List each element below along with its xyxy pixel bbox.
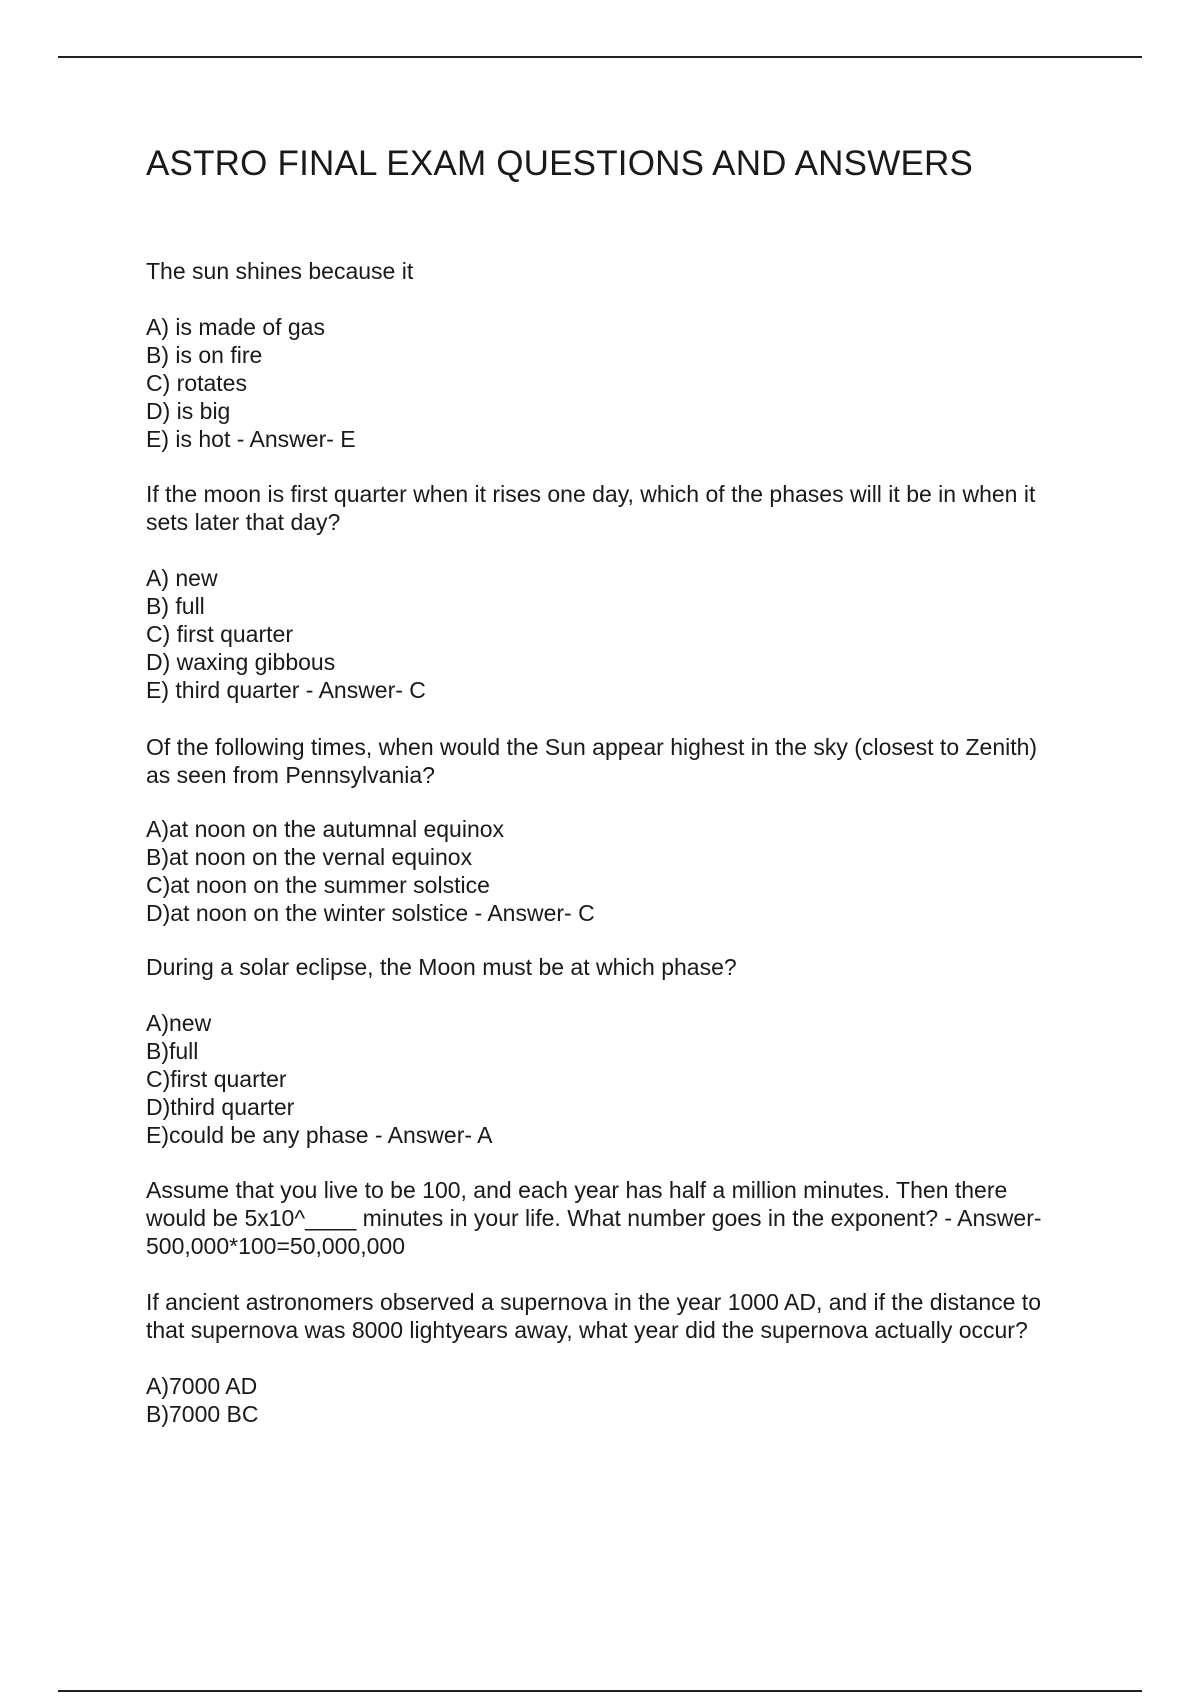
option-line-with-answer: E) third quarter - Answer- C bbox=[146, 677, 426, 703]
question-prompt bbox=[146, 953, 1096, 981]
option-line: C) first quarter bbox=[146, 621, 293, 647]
option-line: C)at noon on the summer solstice bbox=[146, 872, 490, 898]
option-line: D) waxing gibbous bbox=[146, 649, 336, 675]
header-rule bbox=[58, 56, 1142, 58]
question-prompt bbox=[146, 733, 1096, 789]
option-line: A)new bbox=[146, 1010, 212, 1036]
option-line: B)7000 BC bbox=[146, 1401, 259, 1427]
option-line: A) new bbox=[146, 565, 218, 591]
option-line: A)7000 AD bbox=[146, 1373, 258, 1399]
footer-rule bbox=[58, 1690, 1142, 1692]
question-prompt bbox=[146, 1288, 1096, 1344]
option-line: C) rotates bbox=[146, 370, 247, 396]
option-line: B) full bbox=[146, 593, 205, 619]
option-line-with-answer: E)could be any phase - Answer- A bbox=[146, 1122, 493, 1148]
question-text-line: as seen from Pennsylvania? bbox=[146, 762, 435, 788]
question-text-line: Of the following times, when would the Sun appear highest in the sky (closest to Zenith) bbox=[146, 734, 1038, 760]
option-line: B) is on fire bbox=[146, 342, 263, 368]
answer-options bbox=[146, 564, 1096, 704]
question-prompt bbox=[146, 257, 1096, 285]
answer-options bbox=[146, 1372, 1096, 1428]
answer-options bbox=[146, 815, 1096, 927]
option-line: C)first quarter bbox=[146, 1066, 287, 1092]
answer-options bbox=[146, 1009, 1096, 1149]
answer-options bbox=[146, 313, 1096, 453]
option-line: D) is big bbox=[146, 398, 231, 424]
question-text-line: sets later that day? bbox=[146, 509, 341, 535]
option-line: B)full bbox=[146, 1038, 199, 1064]
question-text-line: would be 5x10^____ minutes in your life. What number goes in the exponent? - Answer- bbox=[146, 1205, 1042, 1231]
option-line: B)at noon on the vernal equinox bbox=[146, 844, 473, 870]
question-text-line: During a solar eclipse, the Moon must be at which phase? bbox=[146, 954, 737, 980]
question-prompt bbox=[146, 1176, 1096, 1260]
option-line: A)at noon on the autumnal equinox bbox=[146, 816, 505, 842]
question-text-line: If ancient astronomers observed a supernova in the year 1000 AD, and if the distance to bbox=[146, 1289, 1041, 1315]
option-line-with-answer: E) is hot - Answer- E bbox=[146, 426, 356, 452]
option-line: D)third quarter bbox=[146, 1094, 295, 1120]
question-text-line: If the moon is first quarter when it rises one day, which of the phases will it be in when it bbox=[146, 481, 1036, 507]
answer-text-line: 500,000*100=50,000,000 bbox=[146, 1233, 406, 1259]
question-text-line: The sun shines because it bbox=[146, 258, 414, 284]
option-line: A) is made of gas bbox=[146, 314, 325, 340]
question-text-line: Assume that you live to be 100, and each year has half a million minutes. Then there bbox=[146, 1177, 1008, 1203]
document-title: ASTRO FINAL EXAM QUESTIONS AND ANSWERS bbox=[146, 144, 974, 183]
question-prompt bbox=[146, 480, 1096, 536]
option-line-with-answer: D)at noon on the winter solstice - Answer- C bbox=[146, 900, 595, 926]
question-text-line: that supernova was 8000 lightyears away, what year did the supernova actually occur? bbox=[146, 1317, 1028, 1343]
